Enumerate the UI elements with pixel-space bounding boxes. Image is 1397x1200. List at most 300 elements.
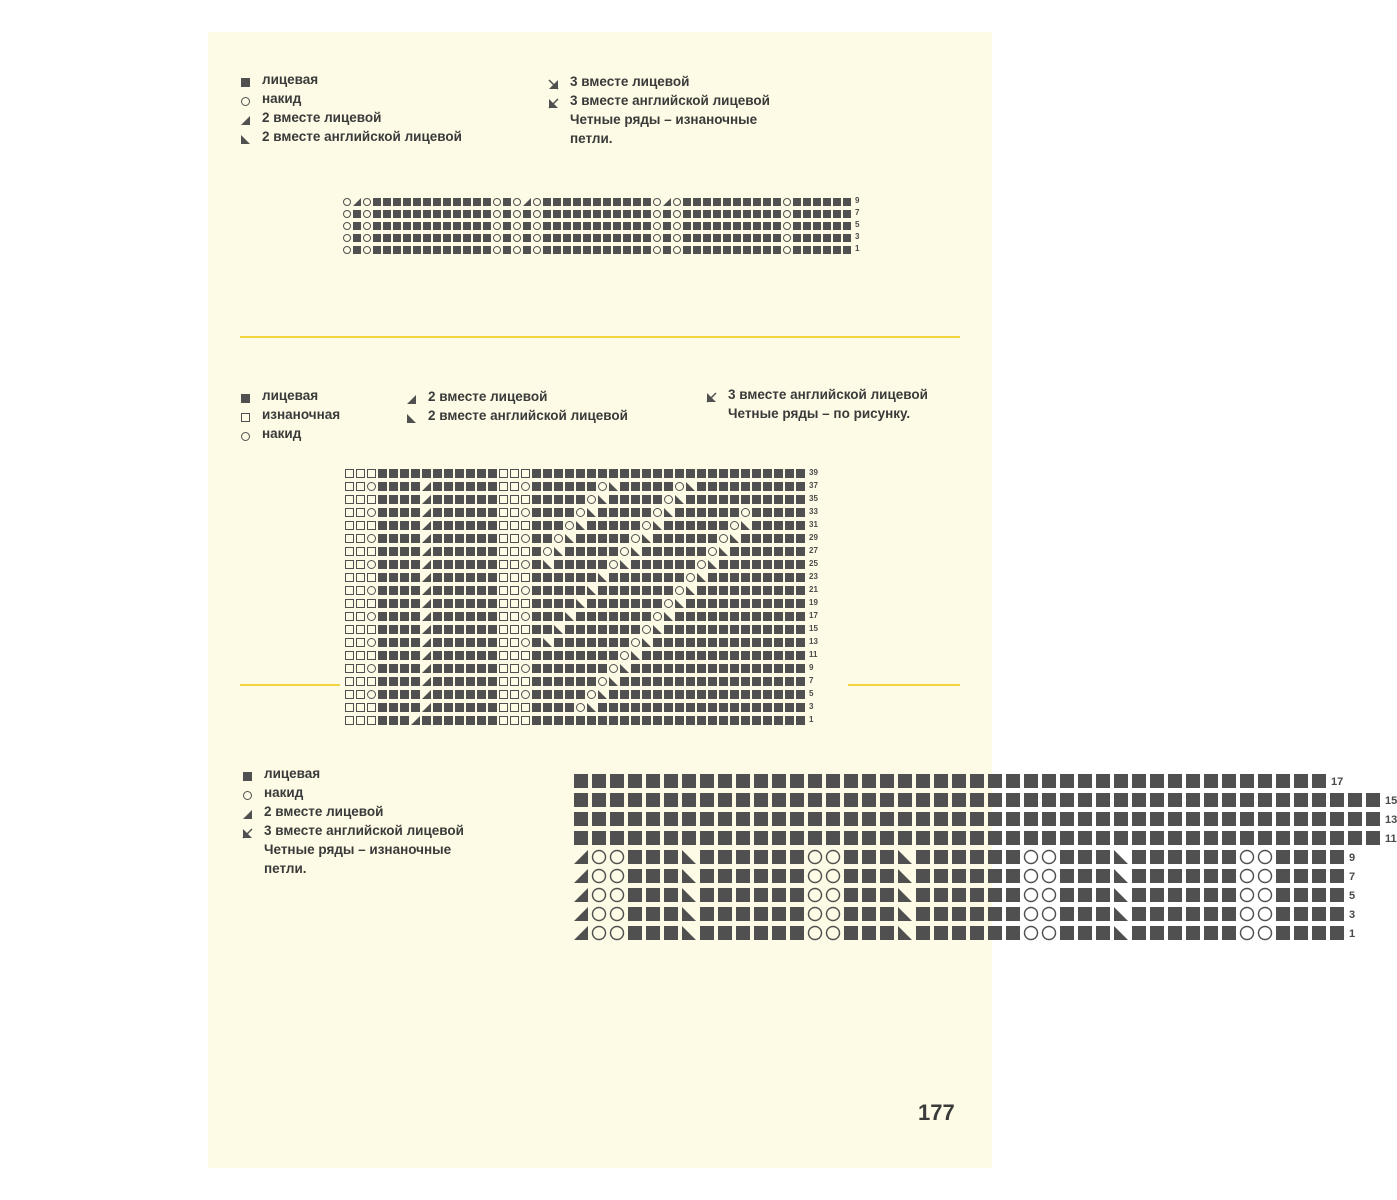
stitch-cell	[950, 791, 968, 810]
stitch-cell	[388, 661, 399, 674]
stitch-cell	[729, 479, 740, 492]
stitch-cell	[575, 557, 586, 570]
stitch-cell	[860, 791, 878, 810]
stitch-cell	[388, 713, 399, 726]
stitch-cell	[896, 791, 914, 810]
stitch-cell	[729, 544, 740, 557]
stitch-cell	[421, 479, 432, 492]
stitch-cell	[509, 570, 520, 583]
stitch-cell	[740, 544, 751, 557]
stitch-cell	[462, 218, 472, 230]
stitch-cell	[586, 635, 597, 648]
stitch-cell	[896, 867, 914, 886]
legend-item-k2tog	[406, 387, 628, 406]
stitch-cell	[476, 687, 487, 700]
stitch-cell	[432, 609, 443, 622]
stitch-cell	[795, 713, 806, 726]
stitch-cell	[622, 242, 632, 254]
stitch-cell	[1076, 867, 1094, 886]
stitch-cell	[531, 583, 542, 596]
stitch-cell	[366, 622, 377, 635]
stitch-cell	[531, 609, 542, 622]
stitch-cell	[608, 700, 619, 713]
stitch-cell	[552, 230, 562, 242]
stitch-cell	[772, 194, 782, 206]
stitch-cell	[722, 206, 732, 218]
stitch-cell	[740, 557, 751, 570]
stitch-cell	[608, 635, 619, 648]
stitch-cell	[355, 622, 366, 635]
stitch-cell	[1238, 867, 1256, 886]
stitch-cell	[344, 661, 355, 674]
stitch-cell	[770, 848, 788, 867]
stitch-cell	[432, 674, 443, 687]
stitch-cell	[685, 661, 696, 674]
stitch-cell	[718, 609, 729, 622]
stitch-cell	[602, 230, 612, 242]
stitch-cell	[608, 772, 626, 791]
stitch-cell	[784, 557, 795, 570]
stitch-cell	[696, 622, 707, 635]
stitch-cell	[641, 544, 652, 557]
stitch-cell	[652, 206, 662, 218]
stitch-cell	[630, 596, 641, 609]
stitch-cell	[366, 518, 377, 531]
stitch-cell	[626, 848, 644, 867]
stitch-cell	[382, 218, 392, 230]
stitch-cell	[1130, 810, 1148, 829]
stitch-cell	[832, 218, 842, 230]
stitch-cell	[498, 505, 509, 518]
stitch-cell	[432, 570, 443, 583]
stitch-cell	[1112, 810, 1130, 829]
stitch-cell	[696, 635, 707, 648]
stitch-cell	[432, 596, 443, 609]
stitch-cell	[707, 505, 718, 518]
stitch-cell	[482, 206, 492, 218]
stitch-cell	[626, 791, 644, 810]
stitch-cell	[597, 492, 608, 505]
stitch-cell	[421, 713, 432, 726]
stitch-cell	[487, 583, 498, 596]
stitch-cell	[914, 848, 932, 867]
stitch-cell	[782, 230, 792, 242]
stitch-cell	[722, 218, 732, 230]
stitch-cell	[729, 466, 740, 479]
stitch-cell	[492, 206, 502, 218]
stitch-cell	[564, 635, 575, 648]
stitch-cell	[476, 713, 487, 726]
stitch-cell	[482, 242, 492, 254]
stitch-cell	[377, 518, 388, 531]
stitch-cell	[421, 570, 432, 583]
stitch-cell	[968, 886, 986, 905]
stitch-cell	[641, 583, 652, 596]
stitch-cell	[784, 492, 795, 505]
stitch-cell	[1022, 848, 1040, 867]
stitch-cell	[751, 648, 762, 661]
stitch-cell	[663, 622, 674, 635]
stitch-cell	[674, 544, 685, 557]
stitch-cell	[1022, 886, 1040, 905]
stitch-cell	[597, 479, 608, 492]
stitch-cell	[626, 905, 644, 924]
stitch-cell	[1076, 905, 1094, 924]
stitch-cell	[462, 206, 472, 218]
stitch-cell	[377, 531, 388, 544]
stitch-cell	[531, 687, 542, 700]
stitch-cell	[582, 194, 592, 206]
stitch-cell	[696, 479, 707, 492]
yarn-over-icon	[242, 787, 253, 798]
stitch-cell	[399, 687, 410, 700]
stitch-cell	[795, 544, 806, 557]
stitch-cell	[752, 206, 762, 218]
stitch-cell	[968, 791, 986, 810]
stitch-cell	[784, 570, 795, 583]
stitch-cell	[832, 242, 842, 254]
stitch-cell	[410, 531, 421, 544]
stitch-cell	[531, 570, 542, 583]
stitch-cell	[734, 924, 752, 943]
stitch-cell	[707, 622, 718, 635]
stitch-cell	[498, 622, 509, 635]
stitch-cell	[722, 242, 732, 254]
stitch-cell	[968, 810, 986, 829]
legend-label: накид	[264, 785, 304, 800]
stitch-cell	[702, 230, 712, 242]
chart-row	[342, 230, 859, 242]
stitch-cell	[377, 505, 388, 518]
stitch-cell	[454, 713, 465, 726]
stitch-cell	[572, 848, 590, 867]
stitch-cell	[812, 206, 822, 218]
stitch-cell	[608, 713, 619, 726]
stitch-cell	[896, 905, 914, 924]
stitch-cell	[784, 505, 795, 518]
stitch-cell	[575, 518, 586, 531]
stitch-cell	[432, 648, 443, 661]
stitch-cell	[685, 570, 696, 583]
stitch-cell	[1004, 848, 1022, 867]
stitch-cell	[402, 194, 412, 206]
stitch-cell	[652, 661, 663, 674]
stitch-cell	[399, 505, 410, 518]
stitch-cell	[685, 687, 696, 700]
stitch-cell	[795, 700, 806, 713]
stitch-cell	[795, 674, 806, 687]
stitch-cell	[1238, 905, 1256, 924]
stitch-cell	[619, 479, 630, 492]
stitch-cell	[672, 218, 682, 230]
stitch-cell	[641, 687, 652, 700]
stitch-cell	[355, 713, 366, 726]
stitch-cell	[392, 218, 402, 230]
stitch-cell	[597, 713, 608, 726]
yarn-over-icon	[240, 428, 251, 439]
stitch-cell	[788, 886, 806, 905]
stitch-cell	[860, 810, 878, 829]
stitch-cell	[707, 466, 718, 479]
stitch-cell	[608, 544, 619, 557]
stitch-cell	[986, 924, 1004, 943]
stitch-cell	[802, 242, 812, 254]
stitch-cell	[1220, 829, 1238, 848]
stitch-cell	[740, 661, 751, 674]
stitch-cell	[352, 230, 362, 242]
stitch-cell	[914, 924, 932, 943]
knitting-chart-3	[572, 772, 1397, 943]
stitch-cell	[641, 466, 652, 479]
stitch-cell	[575, 544, 586, 557]
stitch-cell	[586, 570, 597, 583]
stitch-cell	[718, 596, 729, 609]
stitch-cell	[734, 829, 752, 848]
stitch-cell	[1166, 810, 1184, 829]
stitch-cell	[770, 829, 788, 848]
stitch-cell	[729, 583, 740, 596]
stitch-cell	[1058, 791, 1076, 810]
stitch-cell	[522, 230, 532, 242]
stitch-cell	[762, 230, 772, 242]
stitch-cell	[740, 583, 751, 596]
stitch-cell	[784, 674, 795, 687]
stitch-cell	[663, 531, 674, 544]
stitch-cell	[562, 242, 572, 254]
stitch-cell	[696, 492, 707, 505]
chart-row	[572, 829, 1397, 848]
stitch-cell	[662, 791, 680, 810]
stitch-cell	[443, 570, 454, 583]
stitch-cell	[619, 557, 630, 570]
stitch-cell	[520, 622, 531, 635]
stitch-cell	[399, 531, 410, 544]
stitch-cell	[432, 242, 442, 254]
stitch-cell	[608, 583, 619, 596]
stitch-cell	[878, 829, 896, 848]
stitch-cell	[1004, 772, 1022, 791]
stitch-cell	[1040, 848, 1058, 867]
stitch-cell	[842, 886, 860, 905]
stitch-cell	[412, 242, 422, 254]
stitch-cell	[718, 661, 729, 674]
stitch-cell	[512, 242, 522, 254]
stitch-cell	[795, 648, 806, 661]
stitch-cell	[612, 206, 622, 218]
stitch-cell	[729, 661, 740, 674]
stitch-cell	[443, 479, 454, 492]
stitch-cell	[812, 218, 822, 230]
stitch-cell	[784, 518, 795, 531]
stitch-cell	[388, 557, 399, 570]
stitch-cell	[685, 518, 696, 531]
stitch-cell	[806, 791, 824, 810]
stitch-cell	[552, 242, 562, 254]
stitch-cell	[619, 531, 630, 544]
stitch-cell	[740, 505, 751, 518]
stitch-cell	[564, 544, 575, 557]
stitch-cell	[732, 242, 742, 254]
stitch-cell	[652, 466, 663, 479]
stitch-cell	[842, 905, 860, 924]
stitch-cell	[680, 810, 698, 829]
stitch-cell	[722, 230, 732, 242]
stitch-cell	[344, 518, 355, 531]
stitch-cell	[773, 518, 784, 531]
stitch-cell	[662, 242, 672, 254]
legend-label: 3 вместе английской лицевой	[728, 387, 928, 402]
stitch-cell	[806, 924, 824, 943]
stitch-cell	[553, 466, 564, 479]
stitch-cell	[586, 557, 597, 570]
stitch-cell	[696, 505, 707, 518]
stitch-cell	[366, 479, 377, 492]
legend-item-k2tog	[240, 108, 462, 127]
stitch-cell	[532, 218, 542, 230]
stitch-cell	[784, 700, 795, 713]
stitch-cell	[641, 531, 652, 544]
stitch-cell	[586, 479, 597, 492]
stitch-cell	[1094, 848, 1112, 867]
stitch-cell	[1256, 829, 1274, 848]
stitch-cell	[531, 557, 542, 570]
stitch-cell	[968, 772, 986, 791]
stitch-cell	[1040, 829, 1058, 848]
stitch-cell	[362, 194, 372, 206]
stitch-cell	[443, 700, 454, 713]
stitch-cell	[443, 531, 454, 544]
stitch-cell	[442, 194, 452, 206]
stitch-cell	[388, 479, 399, 492]
stitch-cell	[663, 466, 674, 479]
stitch-cell	[626, 772, 644, 791]
stitch-cell	[509, 635, 520, 648]
stitch-cell	[986, 829, 1004, 848]
stitch-cell	[1076, 886, 1094, 905]
stitch-cell	[608, 867, 626, 886]
stitch-cell	[608, 466, 619, 479]
stitch-cell	[702, 194, 712, 206]
stitch-cell	[619, 609, 630, 622]
stitch-cell	[842, 924, 860, 943]
stitch-cell	[586, 531, 597, 544]
stitch-cell	[388, 544, 399, 557]
stitch-cell	[1112, 886, 1130, 905]
stitch-cell	[542, 687, 553, 700]
stitch-cell	[465, 622, 476, 635]
stitch-cell	[680, 829, 698, 848]
stitch-cell	[773, 531, 784, 544]
stitch-cell	[372, 206, 382, 218]
stitch-cell	[698, 829, 716, 848]
stitch-cell	[795, 687, 806, 700]
stitch-cell	[1148, 924, 1166, 943]
stitch-cell	[878, 791, 896, 810]
stitch-cell	[531, 505, 542, 518]
stitch-cell	[716, 791, 734, 810]
stitch-cell	[1166, 867, 1184, 886]
chart-row	[342, 206, 859, 218]
chart-row	[344, 596, 818, 609]
stitch-cell	[498, 583, 509, 596]
row-number: 11	[1385, 832, 1397, 845]
stitch-cell	[674, 687, 685, 700]
stitch-cell	[641, 609, 652, 622]
stitch-cell	[644, 772, 662, 791]
stitch-cell	[698, 772, 716, 791]
stitch-cell	[498, 492, 509, 505]
stitch-cell	[626, 867, 644, 886]
stitch-cell	[792, 206, 802, 218]
stitch-cell	[388, 466, 399, 479]
legend-label: 2 вместе лицевой	[264, 804, 384, 819]
stitch-cell	[662, 218, 672, 230]
stitch-cell	[932, 924, 950, 943]
stitch-cell	[662, 905, 680, 924]
stitch-cell	[476, 622, 487, 635]
stitch-cell	[422, 206, 432, 218]
stitch-cell	[562, 218, 572, 230]
row-number: 21	[809, 585, 818, 594]
legend-2-col2	[406, 387, 628, 425]
stitch-cell	[806, 829, 824, 848]
chart-row	[572, 924, 1397, 943]
stitch-cell	[498, 648, 509, 661]
stitch-cell	[487, 570, 498, 583]
stitch-cell	[740, 700, 751, 713]
stitch-cell	[860, 867, 878, 886]
stitch-cell	[355, 635, 366, 648]
stitch-cell	[421, 609, 432, 622]
stitch-cell	[641, 622, 652, 635]
stitch-cell	[685, 700, 696, 713]
stitch-cell	[377, 622, 388, 635]
stitch-cell	[773, 674, 784, 687]
stitch-cell	[542, 218, 552, 230]
stitch-cell	[509, 544, 520, 557]
stitch-cell	[762, 700, 773, 713]
stitch-cell	[520, 596, 531, 609]
stitch-cell	[410, 609, 421, 622]
stitch-cell	[1220, 924, 1238, 943]
stitch-cell	[672, 230, 682, 242]
stitch-cell	[465, 479, 476, 492]
stitch-cell	[1004, 924, 1022, 943]
stitch-cell	[1148, 829, 1166, 848]
stitch-cell	[788, 772, 806, 791]
stitch-cell	[674, 492, 685, 505]
stitch-cell	[630, 674, 641, 687]
stitch-cell	[452, 218, 462, 230]
stitch-cell	[520, 700, 531, 713]
stitch-cell	[590, 791, 608, 810]
stitch-cell	[612, 242, 622, 254]
stitch-cell	[644, 810, 662, 829]
stitch-cell	[641, 596, 652, 609]
stitch-cell	[509, 622, 520, 635]
stitch-cell	[1022, 791, 1040, 810]
stitch-cell	[950, 810, 968, 829]
stitch-cell	[421, 466, 432, 479]
stitch-cell	[432, 622, 443, 635]
legend-item-sk3	[706, 385, 928, 404]
stitch-cell	[362, 218, 372, 230]
stitch-cell	[751, 687, 762, 700]
legend-label: 2 вместе английской лицевой	[262, 129, 462, 144]
stitch-cell	[773, 635, 784, 648]
row-number: 37	[809, 481, 818, 490]
stitch-cell	[498, 466, 509, 479]
